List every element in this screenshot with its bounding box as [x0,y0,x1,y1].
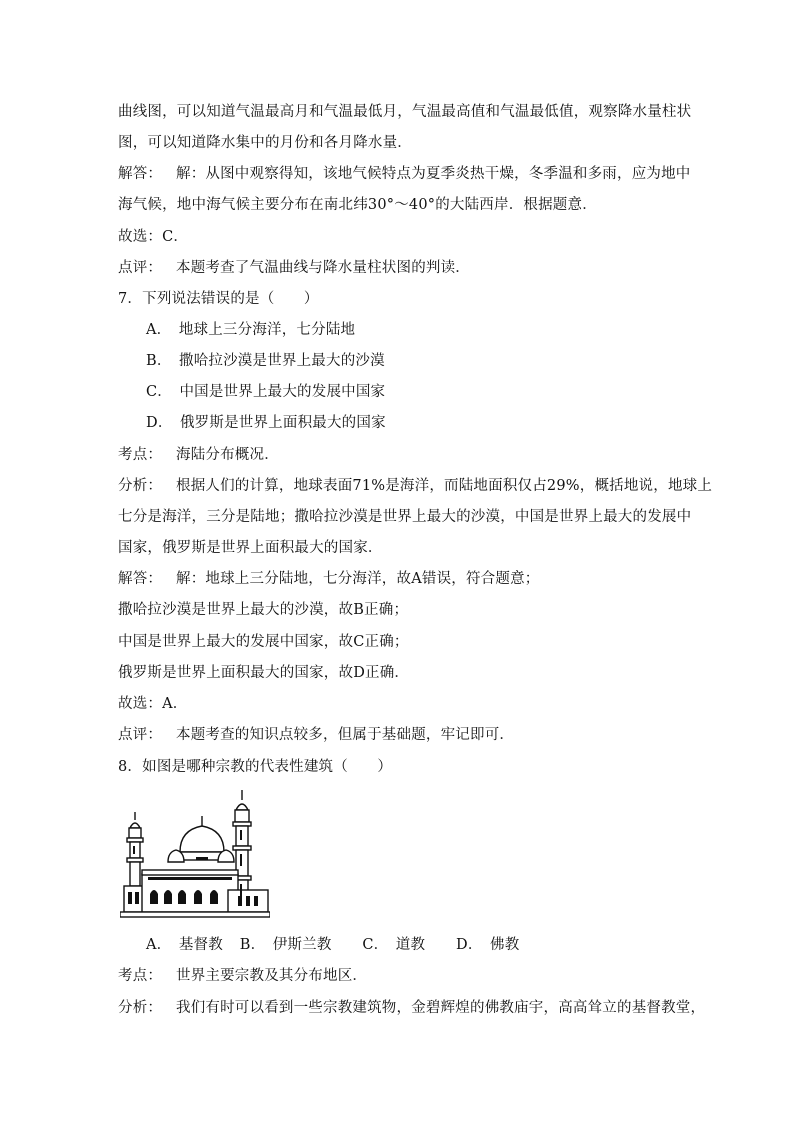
q7-comment [118,725,514,745]
q7-option-c: C． 中国是世界上最大的发展中国家 [146,384,386,400]
q7-stem: 7．下列说法错误的是（ ） [118,291,319,307]
q7-answer-line-4: 俄罗斯是世界上面积最大的国家，故D正确． [118,665,410,681]
q7-option-b: B． 撒哈拉沙漠是世界上最大的沙漠 [146,353,385,369]
q6-comment [118,258,470,278]
point-text: 海陆分布概况． [176,447,279,463]
q8-stem: 8．如图是哪种宗教的代表性建筑（ ） [118,759,393,775]
q8-point [118,966,367,986]
q7-option-d: D． 俄罗斯是世界上面积最大的国家 [146,415,386,431]
answer-text: 解：从图中观察得知，该地气候特点为夏季炎热干燥，冬季温和多雨，应为地中 [176,166,691,182]
mosque-illustration [120,790,270,920]
comment-label: 点评： [118,260,163,276]
analysis-label: 分析： [118,1000,163,1016]
q8-choice-c: C． 道教 [362,937,426,953]
q6-analysis-line-2: 图，可以知道降水集中的月份和各月降水量． [118,135,412,151]
comment-text: 本题考查了气温曲线与降水量柱状图的判读． [176,260,470,276]
q7-analysis-line-2: 七分是海洋，三分是陆地；撒哈拉沙漠是世界上最大的沙漠，中国是世界上最大的发展中 [118,509,692,525]
analysis-label: 分析： [118,478,163,494]
q7-choice: 故选：A． [118,696,188,712]
q7-point [118,445,279,465]
q8-analysis-line-1 [118,998,705,1018]
q7-answer-line-2: 撒哈拉沙漠是世界上最大的沙漠，故B正确； [118,602,409,618]
q6-choice: 故选：C． [118,229,189,245]
comment-text: 本题考查的知识点较多，但属于基础题，牢记即可． [176,727,515,743]
q8-choices [146,935,519,955]
analysis-text: 根据人们的计算，地球表面71%是海洋，而陆地面积仅占29%，概括地说，地球上 [176,478,713,494]
point-label: 考点： [118,968,163,984]
answer-label: 解答： [118,166,163,182]
q6-answer-line-1 [118,164,691,184]
point-label: 考点： [118,447,163,463]
comment-label: 点评： [118,727,163,743]
q8-choice-b: B． 伊斯兰教 [239,937,332,953]
q7-analysis-line-1 [118,476,712,496]
q6-answer-line-2: 海气候，地中海气候主要分布在南北纬30°～40°的大陆西岸．根据题意． [118,197,597,213]
answer-text: 解：地球上三分陆地，七分海洋，故A错误，符合题意； [176,571,540,587]
q7-answer-line-3: 中国是世界上最大的发展中国家，故C正确； [118,634,409,650]
q7-analysis-line-3: 国家，俄罗斯是世界上面积最大的国家． [118,540,383,556]
q8-choice-a: A． 基督教 [146,937,223,953]
q6-analysis-line-1: 曲线图，可以知道气温最高月和气温最低月，气温最高值和气温最低值，观察降水量柱状 [118,104,692,120]
q7-option-a: A． 地球上三分海洋，七分陆地 [146,322,356,338]
q7-answer-line-1 [118,569,539,589]
analysis-text: 我们有时可以看到一些宗教建筑物，金碧辉煌的佛教庙宇，高高耸立的基督教堂， [176,1000,706,1016]
q8-choice-d: D． 佛教 [456,937,520,953]
answer-label: 解答： [118,571,163,587]
point-text: 世界主要宗教及其分布地区． [176,968,368,984]
